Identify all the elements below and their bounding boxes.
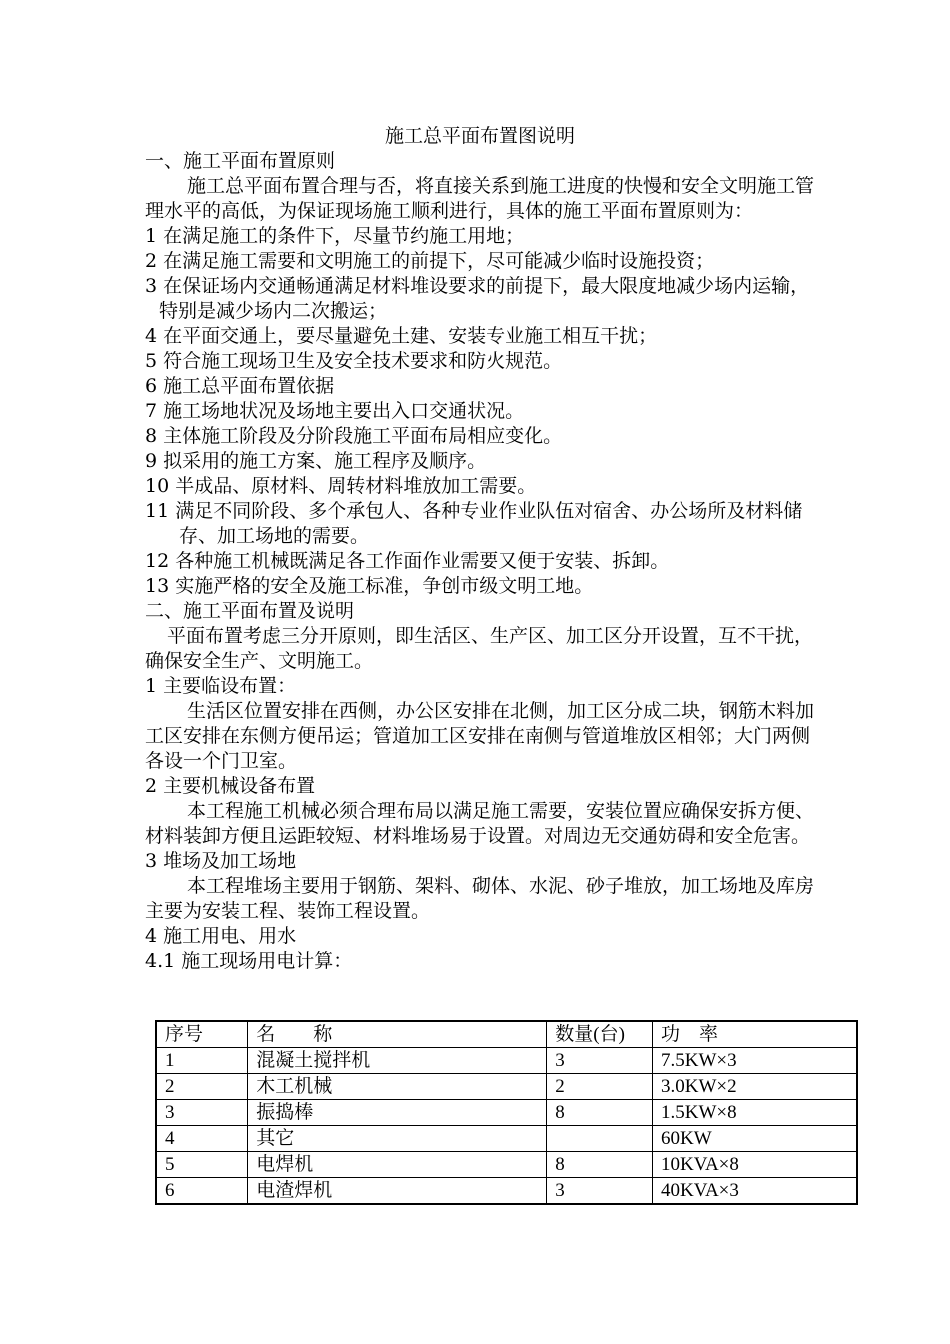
table-cell: 1 (156, 1048, 248, 1074)
table-cell: 60KW (652, 1126, 857, 1152)
table-cell: 6 (156, 1178, 248, 1205)
section-2-intro: 平面布置考虑三分开原则，即生活区、生产区、加工区分开设置，互不干扰，确保安全生产、文明施工。 (145, 625, 814, 672)
principle-item: 8 主体施工阶段及分阶段施工平面布局相应变化。 (145, 425, 563, 447)
principle-item: 9 拟采用的施工方案、施工程序及顺序。 (145, 450, 487, 472)
subsection-2-text: 本工程施工机械必须合理布局以满足施工需要，安装位置应确保安拆方便、材料装卸方便且运距较短、材料堆场易于设置。对周边无交通妨碍和安全危害。 (145, 800, 815, 847)
table-cell: 3 (547, 1048, 653, 1074)
table-row (156, 1074, 857, 1100)
header-cell: 序号 (156, 1021, 248, 1048)
principle-item: 10 半成品、原材料、周转材料堆放加工需要。 (145, 475, 537, 497)
table-row (156, 1152, 857, 1178)
subsection-4-1-heading: 4.1 施工现场用电计算： (145, 950, 353, 972)
header-cell: 名 称 (248, 1021, 547, 1048)
principle-item: 7 施工场地状况及场地主要出入口交通状况。 (145, 400, 525, 422)
table-cell: 4 (156, 1126, 248, 1152)
table-cell: 3.0KW×2 (652, 1074, 857, 1100)
table-cell: 电焊机 (248, 1152, 547, 1178)
principle-item: 5 符合施工现场卫生及安全技术要求和防火规范。 (145, 350, 563, 372)
table-cell: 5 (156, 1152, 248, 1178)
table-header-row (156, 1021, 857, 1048)
table-cell: 木工机械 (248, 1074, 547, 1100)
subsection-3-heading: 3 堆场及加工场地 (145, 850, 297, 872)
table-cell: 2 (547, 1074, 653, 1100)
subsection-1-heading: 1 主要临设布置： (145, 675, 297, 697)
table-row (156, 1100, 857, 1126)
table-row (156, 1178, 857, 1205)
principle-item: 6 施工总平面布置依据 (145, 375, 335, 397)
subsection-4-heading: 4 施工用电、用水 (145, 925, 297, 947)
principle-item: 4 在平面交通上，要尽量避免土建、安装专业施工相互干扰； (145, 325, 658, 347)
table-cell: 2 (156, 1074, 248, 1100)
table-cell: 混凝土搅拌机 (248, 1048, 547, 1074)
table-cell: 8 (547, 1100, 653, 1126)
principle-item: 11 满足不同阶段、多个承包人、各种专业作业队伍对宿舍、办公场所及材料储存、加工场地的需要。 (145, 500, 803, 547)
table-cell: 振捣棒 (248, 1100, 547, 1126)
table-row (156, 1126, 857, 1152)
subsection-2-heading: 2 主要机械设备布置 (145, 775, 316, 797)
subsection-1-text: 生活区位置安排在西侧，办公区安排在北侧，加工区分成二块，钢筋木料加工区安排在东侧方便吊运；管道加工区安排在南侧与管道堆放区相邻；大门两侧各设一个门卫室。 (145, 700, 815, 772)
table-cell (547, 1126, 653, 1152)
principle-item: 3 在保证场内交通畅通满足材料堆设要求的前提下，最大限度地减少场内运输，特别是减少场内二次搬运； (145, 275, 810, 322)
subsection-3-text: 本工程堆场主要用于钢筋、架料、砌体、水泥、砂子堆放，加工场地及库房主要为安装工程、装饰工程设置。 (145, 875, 815, 922)
principle-item: 12 各种施工机械既满足各工作面作业需要又便于安装、拆卸。 (145, 550, 670, 572)
table-cell: 3 (156, 1100, 248, 1126)
table-cell: 8 (547, 1152, 653, 1178)
table-cell: 10KVA×8 (652, 1152, 857, 1178)
table-cell: 3 (547, 1178, 653, 1205)
principle-item: 2 在满足施工需要和文明施工的前提下，尽可能减少临时设施投资； (145, 250, 715, 272)
table-cell: 其它 (248, 1126, 547, 1152)
page-title: 施工总平面布置图说明 (384, 125, 575, 147)
power-calculation-table (155, 1020, 858, 1205)
document-body (145, 124, 815, 974)
table-cell: 40KVA×3 (652, 1178, 857, 1205)
header-cell: 功 率 (652, 1021, 857, 1048)
section-1-heading: 一、施工平面布置原则 (145, 150, 336, 172)
principle-item: 13 实施严格的安全及施工标准，争创市级文明工地。 (145, 575, 594, 597)
table-cell: 7.5KW×3 (652, 1048, 857, 1074)
table-cell: 电渣焊机 (248, 1178, 547, 1205)
section-2-heading: 二、施工平面布置及说明 (145, 600, 355, 622)
table-cell: 1.5KW×8 (652, 1100, 857, 1126)
header-cell: 数量(台) (547, 1021, 653, 1048)
section-1-intro: 施工总平面布置合理与否，将直接关系到施工进度的快慢和安全文明施工管理水平的高低，为保证现场施工顺利进行，具体的施工平面布置原则为： (145, 175, 815, 222)
principle-item: 1 在满足施工的条件下，尽量节约施工用地； (145, 225, 525, 247)
table-row (156, 1048, 857, 1074)
